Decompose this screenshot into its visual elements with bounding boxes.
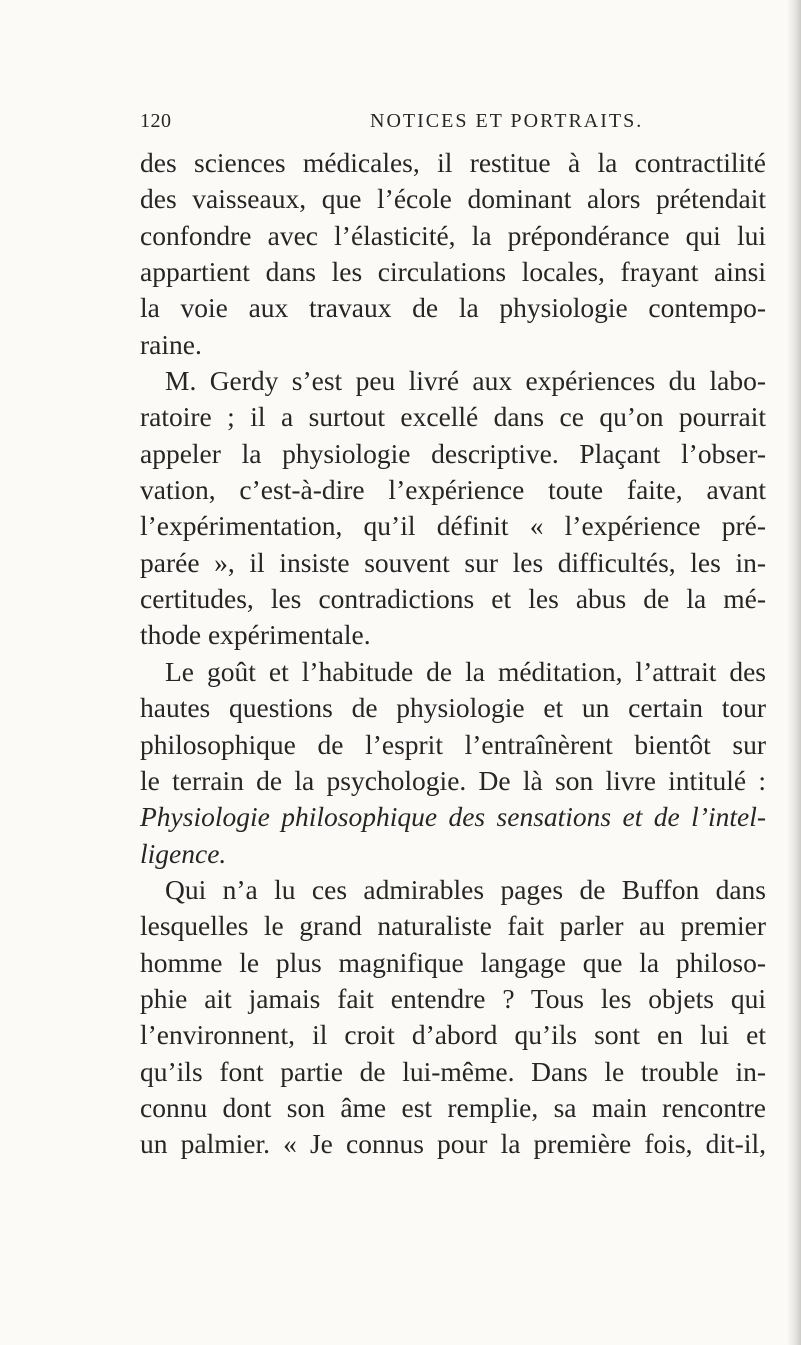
text-line: connu dont son âme est remplie, sa main rencontre <box>140 1091 766 1123</box>
text-line: raine. <box>140 328 202 360</box>
text-line: appartient dans les circulations locales, frayant ainsi <box>140 256 766 288</box>
text-line: philosophique de l’esprit l’entraînèrent bientôt sur <box>140 728 766 760</box>
text-line: hautes questions de physiologie et un certain tour <box>140 692 766 724</box>
text-line: lesquelles le grand naturaliste fait parler au premier <box>140 910 766 942</box>
text-line: certitudes, les contradictions et les abus de la mé- <box>140 583 766 615</box>
paragraph-start-line: M. Gerdy s’est peu livré aux expériences du labo- <box>165 365 766 397</box>
text-line: phie ait jamais fait entendre ? Tous les objets qui <box>140 982 766 1014</box>
text-line: vation, c’est-à-dire l’expérience toute faite, avant <box>140 474 766 506</box>
page-number: 120 <box>140 110 172 132</box>
text-line: homme le plus magnifique langage que la philoso- <box>140 946 766 978</box>
page-header <box>140 110 780 140</box>
body-text <box>140 145 766 1163</box>
paragraph-start-line: Le goût et l’habitude de la méditation, l’attrait des <box>165 655 766 687</box>
text-line: des vaisseaux, que l’école dominant alors prétendait <box>140 183 766 215</box>
text-line: l’expérimentation, qu’il définit « l’expérience pré- <box>140 510 766 542</box>
text-line: parée », il insiste souvent sur les difficultés, les in- <box>140 546 766 578</box>
text-line: ratoire ; il a surtout excellé dans ce qu’on pourrait <box>140 401 766 433</box>
book-title-line: Physiologie philosophique des sensations et de l’intel- <box>140 801 766 833</box>
paragraph-start-line: Qui n’a lu ces admirables pages de Buffon dans <box>165 873 766 905</box>
text-line: l’environnent, il croit d’abord qu’ils sont en lui et <box>140 1019 766 1051</box>
book-title-line: ligence. <box>140 837 227 869</box>
text-line: confondre avec l’élasticité, la prépondérance qui lui <box>140 219 766 251</box>
text-line: le terrain de la psychologie. De là son livre intitulé : <box>140 764 766 796</box>
text-line: thode expérimentale. <box>140 619 371 651</box>
text-line: qu’ils font partie de lui-même. Dans le trouble in- <box>140 1055 766 1087</box>
page-edge-shadow <box>787 0 801 1345</box>
text-line: des sciences médicales, il restitue à la contractilité <box>140 147 766 178</box>
text-line: un palmier. « Je connus pour la première fois, dit-il, <box>140 1128 766 1160</box>
text-line: appeler la physiologie descriptive. Plaçant l’obser- <box>140 437 766 469</box>
text-line: la voie aux travaux de la physiologie contempo- <box>140 292 766 324</box>
running-head: NOTICES ET PORTRAITS. <box>370 110 644 132</box>
